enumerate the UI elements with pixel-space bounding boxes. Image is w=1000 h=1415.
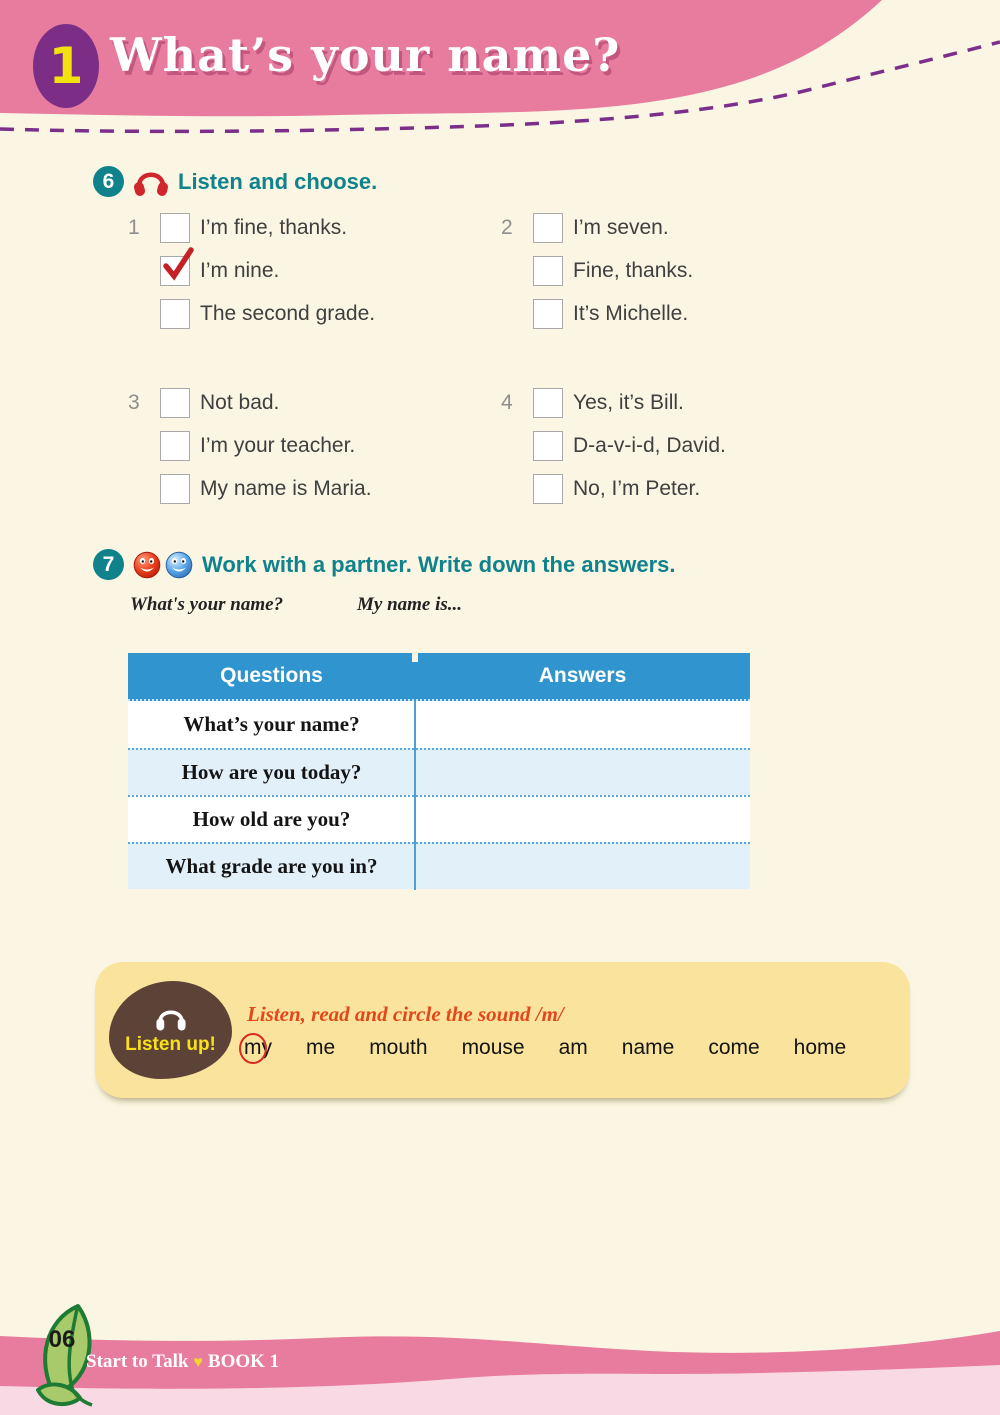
word-come[interactable]: come bbox=[708, 1036, 760, 1059]
word-mouse[interactable]: mouse bbox=[461, 1036, 525, 1059]
question-cell: What’s your name? bbox=[183, 712, 360, 736]
checkbox[interactable] bbox=[533, 256, 563, 286]
table-row bbox=[128, 748, 750, 795]
choice-option bbox=[533, 255, 693, 286]
answer-cell[interactable] bbox=[415, 750, 750, 795]
choice-option bbox=[160, 387, 279, 418]
option-label: The second grade. bbox=[200, 301, 376, 325]
exercise7-heading bbox=[93, 549, 676, 580]
headphones-icon bbox=[133, 165, 169, 198]
checkbox[interactable] bbox=[533, 474, 563, 504]
question-cell: How are you today? bbox=[181, 760, 362, 784]
choice-option bbox=[160, 298, 375, 329]
option-label: Yes, it’s Bill. bbox=[573, 390, 684, 414]
checkbox[interactable] bbox=[160, 388, 190, 418]
unit-number-badge bbox=[33, 24, 99, 108]
choice-option bbox=[533, 387, 684, 418]
checkbox[interactable] bbox=[533, 299, 563, 329]
circled-letter: m bbox=[244, 1036, 262, 1059]
checkbox[interactable] bbox=[533, 388, 563, 418]
page-number: 06 bbox=[48, 1326, 76, 1353]
option-label: It’s Michelle. bbox=[573, 301, 689, 325]
option-label: My name is Maria. bbox=[200, 476, 372, 500]
checkbox[interactable] bbox=[533, 213, 563, 243]
choice-group-4 bbox=[501, 387, 861, 517]
word-home[interactable]: home bbox=[793, 1036, 847, 1059]
column-header-answers: Answers bbox=[538, 664, 627, 687]
red-smiley-icon bbox=[133, 551, 161, 579]
choice-option bbox=[160, 473, 372, 504]
exercise7-number-badge: 7 bbox=[93, 549, 124, 580]
group-number: 3 bbox=[128, 391, 140, 414]
column-header-questions: Questions bbox=[220, 664, 323, 687]
option-label: I’m nine. bbox=[200, 258, 280, 282]
example-answer: My name is... bbox=[357, 594, 463, 615]
heart-icon: ♥ bbox=[193, 1354, 203, 1371]
headphones-white-icon bbox=[155, 1005, 187, 1032]
series-title: Start to Talk bbox=[86, 1351, 189, 1372]
choice-group-2 bbox=[501, 212, 861, 342]
word-am[interactable]: am bbox=[558, 1036, 588, 1059]
checkbox[interactable] bbox=[160, 299, 190, 329]
option-label: D-a-v-i-d, David. bbox=[573, 433, 726, 457]
choice-option bbox=[533, 298, 688, 329]
table-row bbox=[128, 842, 750, 889]
table-row bbox=[128, 795, 750, 842]
table-row bbox=[128, 701, 750, 748]
sound-words-row bbox=[244, 1036, 846, 1060]
option-label: Not bad. bbox=[200, 390, 280, 414]
check-icon bbox=[161, 249, 195, 283]
page-title: What’s your name? bbox=[110, 28, 621, 82]
footer-caption bbox=[86, 1351, 279, 1373]
table-header-row bbox=[128, 653, 750, 701]
checkbox[interactable] bbox=[160, 474, 190, 504]
checkbox[interactable] bbox=[160, 213, 190, 243]
word-name[interactable]: name bbox=[621, 1036, 675, 1059]
questions-answers-table bbox=[128, 653, 750, 890]
group-number: 1 bbox=[128, 216, 140, 239]
unit-number: 1 bbox=[48, 37, 84, 95]
question-cell: How old are you? bbox=[192, 807, 351, 831]
choice-option bbox=[533, 430, 726, 461]
choice-option bbox=[160, 430, 355, 461]
answer-cell[interactable] bbox=[415, 844, 750, 889]
option-label: Fine, thanks. bbox=[573, 258, 694, 282]
exercise7-title: Work with a partner. Write down the answers. bbox=[202, 551, 676, 577]
listen-up-instruction: Listen, read and circle the sound /m/ bbox=[247, 1002, 564, 1026]
word-rest: y bbox=[261, 1036, 272, 1059]
option-label: I’m seven. bbox=[573, 215, 669, 239]
checkbox[interactable] bbox=[160, 256, 190, 286]
listen-up-badge bbox=[109, 981, 232, 1079]
option-label: No, I’m Peter. bbox=[573, 476, 701, 500]
header-notch bbox=[412, 653, 418, 662]
exercise6-title: Listen and choose. bbox=[178, 168, 378, 194]
question-cell: What grade are you in? bbox=[165, 854, 378, 878]
group-number: 4 bbox=[501, 391, 513, 414]
exercise6-number-badge: 6 bbox=[93, 166, 124, 197]
choice-group-1 bbox=[128, 212, 488, 342]
choice-option bbox=[160, 212, 347, 243]
checkbox[interactable] bbox=[533, 431, 563, 461]
exercise6-heading bbox=[93, 165, 377, 198]
answer-cell[interactable] bbox=[415, 701, 750, 748]
answer-cell[interactable] bbox=[415, 797, 750, 842]
blue-smiley-icon bbox=[165, 551, 193, 579]
word-me[interactable]: me bbox=[306, 1036, 336, 1059]
example-question: What's your name? bbox=[130, 594, 284, 615]
choice-option bbox=[533, 473, 700, 504]
word-my[interactable] bbox=[244, 1036, 272, 1060]
listen-up-panel bbox=[95, 962, 910, 1098]
word-mouth[interactable]: mouth bbox=[369, 1036, 428, 1059]
option-label: I’m your teacher. bbox=[200, 433, 356, 457]
checkbox[interactable] bbox=[160, 431, 190, 461]
option-label: I’m fine, thanks. bbox=[200, 215, 348, 239]
choice-option bbox=[160, 255, 279, 286]
group-number: 2 bbox=[501, 216, 513, 239]
choice-option bbox=[533, 212, 669, 243]
choice-group-3 bbox=[128, 387, 488, 517]
book-label: BOOK 1 bbox=[207, 1351, 280, 1372]
table-column-divider bbox=[414, 701, 416, 890]
listen-up-label: Listen up! bbox=[125, 1033, 216, 1055]
